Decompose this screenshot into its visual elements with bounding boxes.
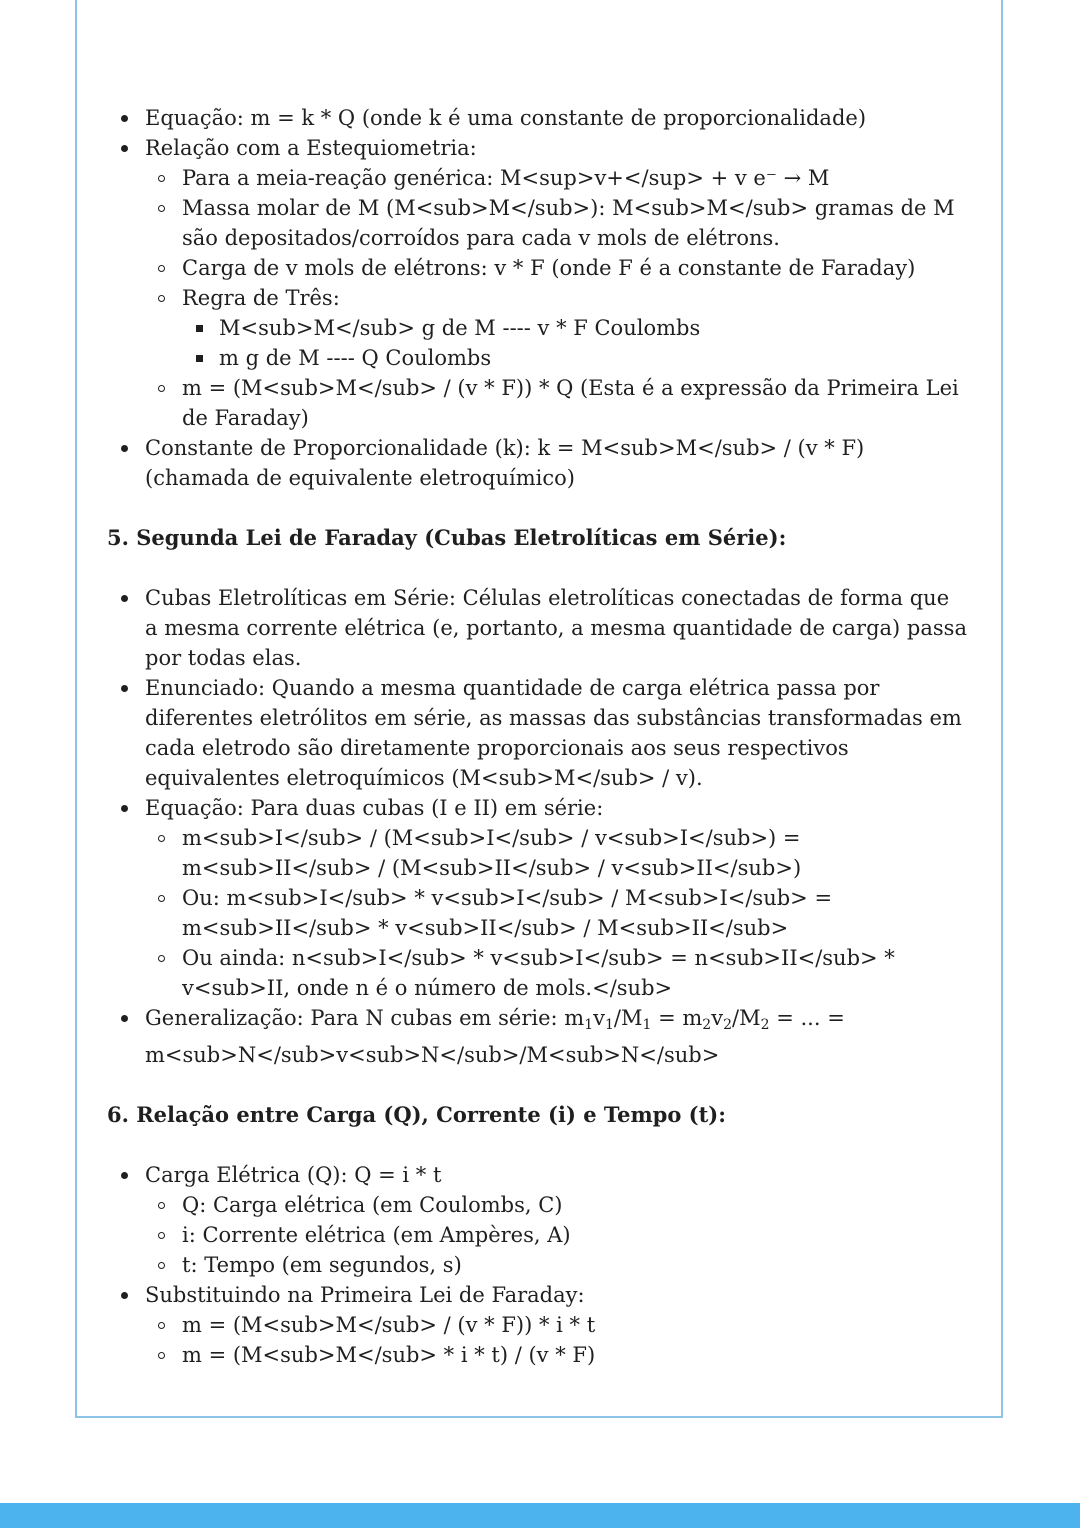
formula-line: m = (M<sub>M</sub> / (v * F)) * i * t [182,1313,596,1337]
equation-line: Ou ainda: n<sub>I</sub> * v<sub>I</sub> = n<sub>II</sub> * v<sub>II, onde n é o número de mols.</sub> [182,946,895,1000]
list-item [145,163,967,193]
list-item [107,583,967,673]
list-item [145,373,967,433]
list-item [107,793,967,1003]
substitution-heading: Substituindo na Primeira Lei de Faraday: [145,1283,585,1307]
list-item [107,673,967,793]
sym: / [613,1006,621,1030]
list-item [182,343,967,373]
rule-line: m g de M ---- Q Coulombs [219,346,492,370]
document-content [107,103,967,1370]
section5-list [107,583,967,1070]
list-item [107,103,967,133]
section6-title: 6. Relação entre Carga (Q), Corrente (i) e Tempo (t): [107,1102,726,1127]
circle-bullet-icon [158,205,165,212]
list-item [145,1340,967,1370]
sym: = [820,1006,845,1030]
half-reaction-text: Para a meia-reação genérica: M<sup>v+</sup> + v e⁻ → M [182,166,830,190]
formula-line: m = (M<sub>M</sub> * i * t) / (v * F) [182,1343,596,1367]
subscript: 1 [604,1017,614,1033]
list-item [107,1003,967,1070]
list-item [145,823,967,883]
bullet-icon [121,805,128,812]
sym: m [564,1006,585,1030]
definition-line: t: Tempo (em segundos, s) [182,1253,462,1277]
bullet-icon [121,595,128,602]
generalization-tail: m<sub>N</sub>v<sub>N</sub>/M<sub>N</sub> [145,1043,720,1067]
circle-bullet-icon [158,295,165,302]
circle-bullet-icon [158,1232,165,1239]
equation-line: Ou: m<sub>I</sub> * v<sub>I</sub> / M<sub>I</sub> = m<sub>II</sub> * v<sub>II</sub> / M<sub>II</sub> [182,886,833,940]
bottom-bar [0,1503,1080,1528]
formulas-list [145,1310,967,1370]
charge-formula: Carga Elétrica (Q): Q = i * t [145,1163,442,1187]
statement-text: Enunciado: Quando a mesma quantidade de carga elétrica passa por diferentes eletrólitos em série, as massas das substâncias transformadas em cada eletrodo são diretamente proporcionais aos seus respectivos equivalentes eletroquímicos (M<sub>M</sub> / v). [145,676,962,790]
sym: = [651,1006,683,1030]
stoichiometry-list [145,163,967,433]
circle-bullet-icon [158,1262,165,1269]
sym: ... [800,1006,821,1030]
equation-line: m<sub>I</sub> / (M<sub>I</sub> / v<sub>I</sub>) = m<sub>II</sub> / (M<sub>II</sub> / v<sub>II</sub>) [182,826,802,880]
equations-list [145,823,967,1003]
definition-line: Q: Carga elétrica (em Coulombs, C) [182,1193,563,1217]
subscript: 1 [642,1017,652,1033]
list-item [145,1310,967,1340]
rule-of-three-list [182,313,967,373]
bullet-icon [121,115,128,122]
first-law-expression: m = (M<sub>M</sub> / (v * F)) * Q (Esta é a expressão da Primeira Lei de Faraday) [182,376,959,430]
sym: / [732,1006,740,1030]
list-item [145,193,967,253]
definition-line: i: Corrente elétrica (em Ampères, A) [182,1223,571,1247]
sym: v [711,1006,724,1030]
bullet-icon [121,685,128,692]
bullet-icon [121,1292,128,1299]
list-item [145,1190,967,1220]
rule-line: M<sub>M</sub> g de M ---- v * F Coulombs [219,316,701,340]
list-item [107,133,967,433]
sym: M [620,1006,643,1030]
subscript: 2 [702,1017,712,1033]
circle-bullet-icon [158,895,165,902]
circle-bullet-icon [158,175,165,182]
list-item [107,433,967,493]
generalization-prefix: Generalização: Para N cubas em série: [145,1006,565,1030]
square-bullet-icon [196,355,203,362]
subscript: 1 [584,1017,594,1033]
list-item [145,253,967,283]
section4-list [107,103,967,493]
list-item [182,313,967,343]
sym: = [769,1006,801,1030]
circle-bullet-icon [158,955,165,962]
sym: v [593,1006,605,1030]
circle-bullet-icon [158,1322,165,1329]
circle-bullet-icon [158,1352,165,1359]
list-item [145,283,967,373]
list-item [145,883,967,943]
circle-bullet-icon [158,1202,165,1209]
subscript: 2 [723,1017,733,1033]
list-item [107,1160,967,1280]
definitions-list [145,1190,967,1280]
equation-heading: Equação: Para duas cubas (I e II) em série: [145,796,604,820]
circle-bullet-icon [158,385,165,392]
list-item [145,1250,967,1280]
subscript: 2 [760,1017,770,1033]
constant-text: Constante de Proporcionalidade (k): k = M<sub>M</sub> / (v * F) (chamada de equivalente eletroquímico) [145,436,865,490]
list-item [107,1280,967,1370]
bullet-icon [121,445,128,452]
list-item [145,943,967,1003]
square-bullet-icon [196,325,203,332]
section6-list [107,1160,967,1370]
equation-text: Equação: m = k * Q (onde k é uma constante de proporcionalidade) [145,106,867,130]
sym: m [682,1006,703,1030]
section5-title: 5. Segunda Lei de Faraday (Cubas Eletrolíticas em Série): [107,525,787,550]
circle-bullet-icon [158,835,165,842]
sym: M [739,1006,761,1030]
list-item [145,1220,967,1250]
bullet-icon [121,145,128,152]
charge-text: Carga de v mols de elétrons: v * F (onde F é a constante de Faraday) [182,256,916,280]
rule-of-three-heading: Regra de Três: [182,286,340,310]
stoichiometry-heading: Relação com a Estequiometria: [145,136,477,160]
circle-bullet-icon [158,265,165,272]
series-cells-text: Cubas Eletrolíticas em Série: Células eletrolíticas conectadas de forma que a mesma corrente elétrica (e, portanto, a mesma quantidade de carga) passa por todas elas. [145,586,967,670]
generalization-text [145,1006,845,1067]
bullet-icon [121,1172,128,1179]
bullet-icon [121,1015,128,1022]
molar-mass-text: Massa molar de M (M<sub>M</sub>): M<sub>M</sub> gramas de M são depositados/corroídos para cada v mols de elétrons. [182,196,955,250]
